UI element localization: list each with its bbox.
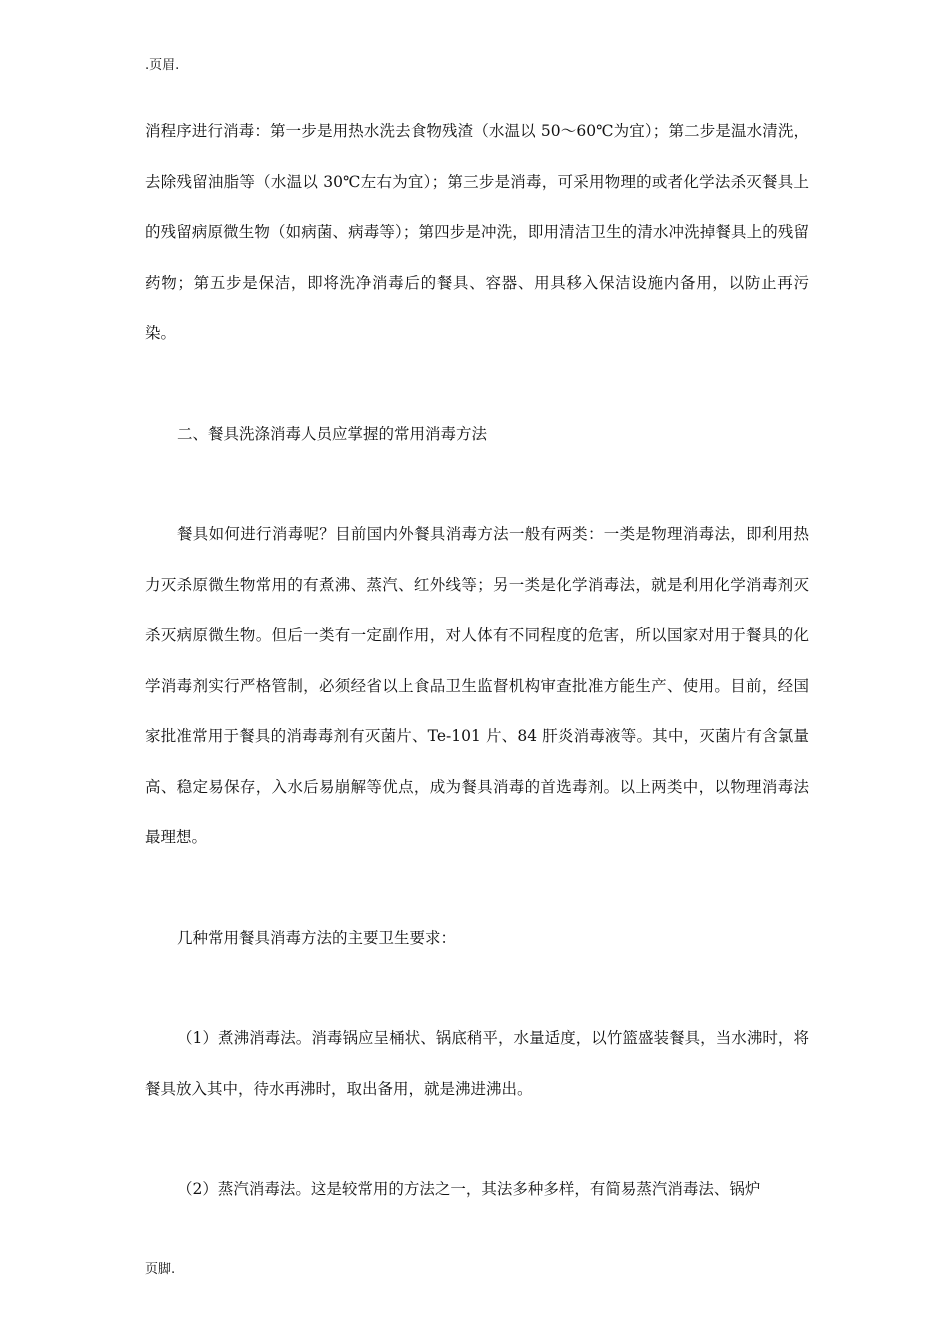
document-body bbox=[145, 106, 809, 1215]
paragraph-gap bbox=[145, 963, 809, 1013]
paragraph-requirements-intro: 几种常用餐具消毒方法的主要卫生要求： bbox=[177, 928, 457, 947]
paragraph-gap bbox=[145, 459, 809, 509]
paragraph-gap bbox=[145, 359, 809, 409]
paragraph-disinfection-types: 餐具如何进行消毒呢？目前国内外餐具消毒方法一般有两类：一类是物理消毒法，即利用热力灭杀原微生物常用的有煮沸、蒸汽、红外线等；另一类是化学消毒法，就是利用化学消毒剂灭杀灭病原微生物。但后一类有一定副作用，对人体有不同程度的危害，所以国家对用于餐具的化学消毒剂实行严格管制，必须经省以上食品卫生监督机构审查批准方能生产、使用。目前，经国家批准常用于餐具的消毒毒剂有灭菌片、Te-101 片、84 肝炎消毒液等。其中，灭菌片有含氯量高、稳定易保存，入水后易崩解等优点，成为餐具消毒的首选毒剂。以上两类中，以物理消毒法最理想。 bbox=[145, 525, 809, 846]
paragraph-gap bbox=[145, 1114, 809, 1164]
section-heading-disinfection-methods: 二、餐具洗涤消毒人员应掌握的常用消毒方法 bbox=[177, 424, 488, 443]
page-header: .页眉. bbox=[145, 58, 180, 73]
paragraph-boiling-method: （1）煮沸消毒法。消毒锅应呈桶状、锅底稍平，水量适度，以竹篮盛装餐具，当水沸时，将餐具放入其中，待水再沸时，取出备用，就是沸进沸出。 bbox=[145, 1029, 809, 1098]
paragraph-steam-method: （2）蒸汽消毒法。这是较常用的方法之一，其法多种多样，有简易蒸汽消毒法、锅炉 bbox=[177, 1180, 761, 1198]
page-footer: 页脚. bbox=[145, 1262, 176, 1277]
paragraph-gap bbox=[145, 863, 809, 913]
paragraph-cleaning-steps: 消程序进行消毒：第一步是用热水洗去食物残渣（水温以 50～60℃为宜）；第二步是温水清洗，去除残留油脂等（水温以 30℃左右为宜）；第三步是消毒，可采用物理的或者化学法杀灭餐具上的残留病原微生物（如病菌、病毒等）；第四步是冲洗，即用清洁卫生的清水冲洗掉餐具上的残留药物；第五步是保洁，即将洗净消毒后的餐具、容器、用具移入保洁设施内备用，以防止再污染。 bbox=[145, 122, 809, 342]
